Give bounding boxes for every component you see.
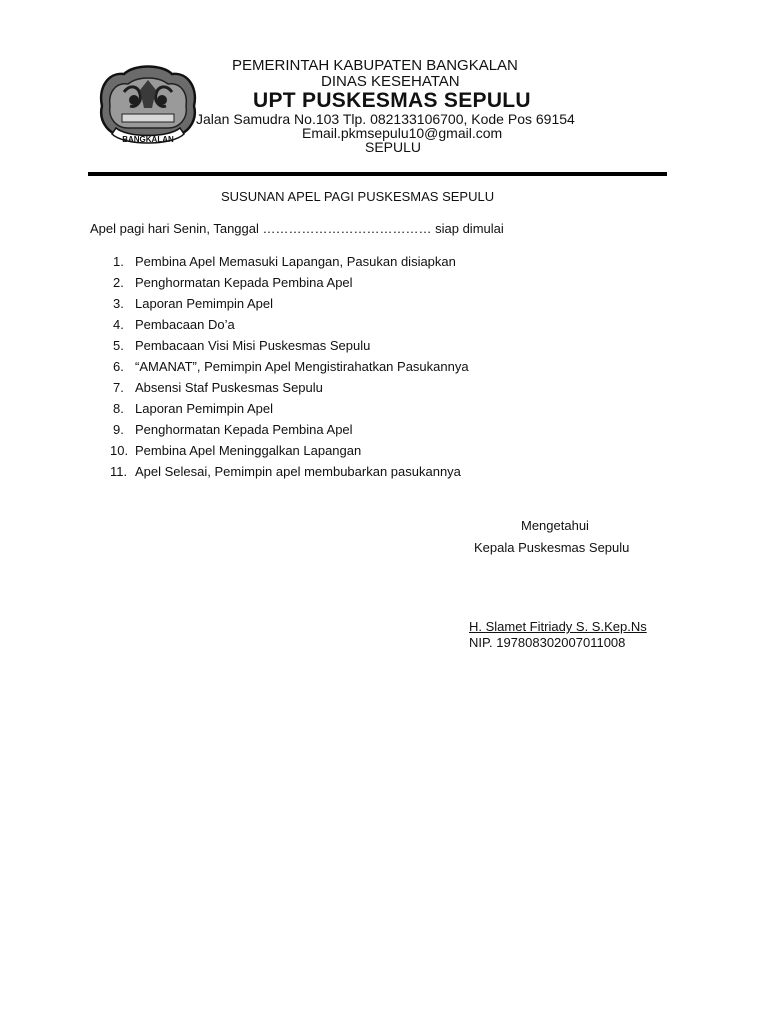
signature-nip: NIP. 197808302007011008: [469, 635, 626, 650]
list-item: [104, 253, 469, 274]
list-item-text: Penghormatan Kepada Pembina Apel: [135, 422, 353, 437]
list-item-text: “AMANAT”, Pemimpin Apel Mengistirahatkan Pasukannya: [135, 359, 469, 374]
list-item: [104, 274, 469, 295]
list-item: [104, 316, 469, 337]
list-item: [104, 442, 469, 463]
list-item-text: Pembacaan Do’a: [135, 317, 235, 332]
list-item: [104, 337, 469, 358]
letterhead-institution: UPT PUSKESMAS SEPULU: [253, 89, 531, 112]
list-item-text: Apel Selesai, Pemimpin apel membubarkan pasukannya: [135, 464, 461, 479]
list-item-number: 6.: [113, 359, 124, 374]
list-item-number: 3.: [113, 296, 124, 311]
list-item-text: Laporan Pemimpin Apel: [135, 401, 274, 416]
letterhead-government: PEMERINTAH KABUPATEN BANGKALAN: [232, 57, 518, 74]
list-item-number: 11.: [110, 464, 128, 479]
bangkalan-emblem-logo: [94, 62, 202, 154]
list-item-number: 1.: [113, 254, 124, 269]
list-item-number: 4.: [113, 317, 124, 332]
list-item-number: 9.: [113, 422, 124, 437]
document-intro: Apel pagi hari Senin, Tanggal ………………………………… siap dimulai: [90, 221, 504, 236]
list-item-number: 2.: [113, 275, 124, 290]
list-item-text: Pembina Apel Meninggalkan Lapangan: [135, 443, 362, 458]
list-item-text: Penghormatan Kepada Pembina Apel: [135, 275, 353, 290]
list-item-number: 10.: [110, 443, 129, 458]
signature-acknowledged: Mengetahui: [521, 518, 589, 533]
list-item-number: 7.: [113, 380, 124, 395]
list-item-number: 5.: [113, 338, 124, 353]
logo-banner-text: BANGKALAN: [122, 135, 174, 144]
letterhead-department: DINAS KESEHATAN: [321, 73, 460, 90]
letterhead-address: Jalan Samudra No.103 Tlp. 082133106700, Kode Pos 69154: [196, 111, 575, 127]
list-item-text: Pembina Apel Memasuki Lapangan, Pasukan disiapkan: [135, 254, 456, 269]
list-item-number: 8.: [113, 401, 124, 416]
list-item: [104, 463, 469, 484]
list-item: [104, 400, 469, 421]
list-item-text: Pembacaan Visi Misi Puskesmas Sepulu: [135, 338, 371, 353]
list-item: [104, 379, 469, 400]
list-item: [104, 421, 469, 442]
list-item: [104, 295, 469, 316]
signature-position: Kepala Puskesmas Sepulu: [474, 540, 630, 555]
list-item-text: Absensi Staf Puskesmas Sepulu: [135, 380, 323, 395]
letterhead-email: Email.pkmsepulu10@gmail.com: [302, 125, 503, 141]
list-item: [104, 358, 469, 379]
signature-name: H. Slamet Fitriady S. S.Kep.Ns: [469, 619, 647, 634]
agenda-list: [104, 253, 469, 484]
letterhead-town: SEPULU: [365, 139, 422, 155]
document-title: SUSUNAN APEL PAGI PUSKESMAS SEPULU: [221, 189, 495, 204]
list-item-text: Laporan Pemimpin Apel: [135, 296, 274, 311]
letterhead-divider: [88, 172, 667, 176]
